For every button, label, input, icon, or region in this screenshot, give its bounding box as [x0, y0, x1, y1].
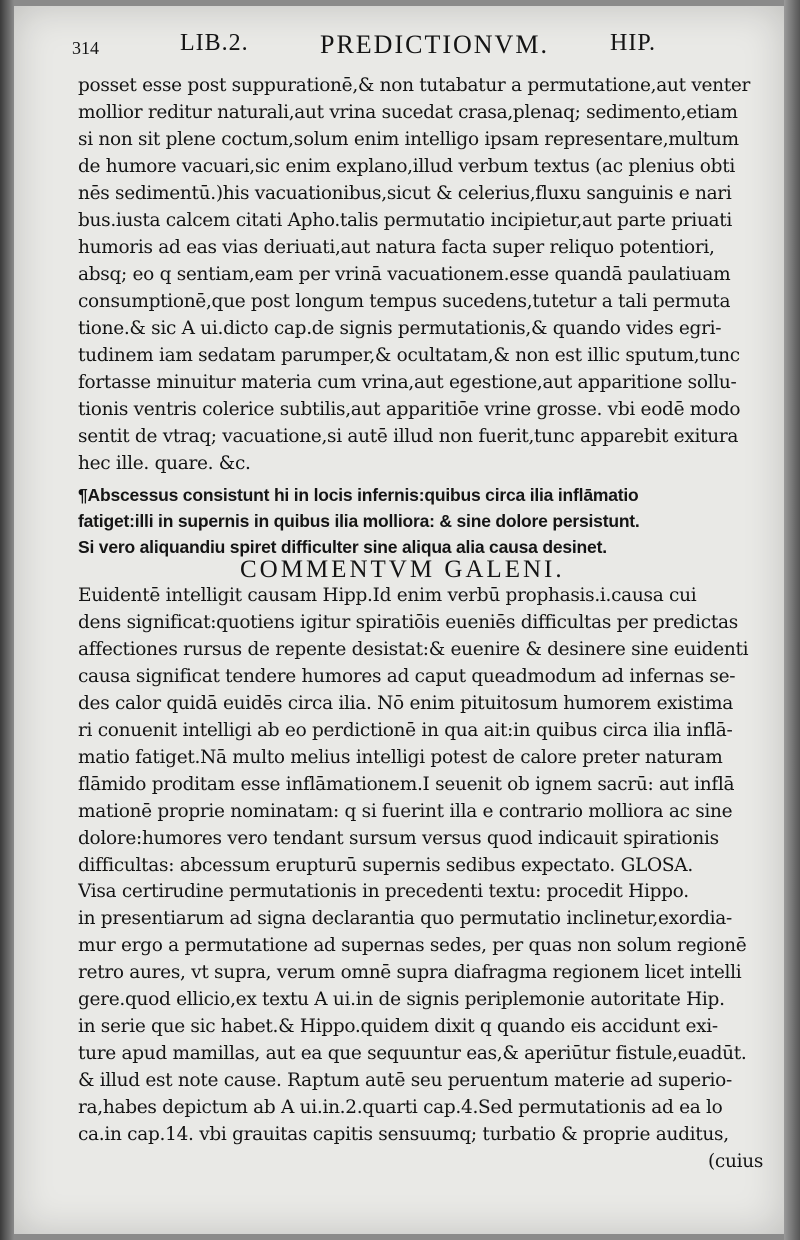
- text-line: des calor quidā euidēs circa ilia. Nō enim pituitosum humorem existima: [78, 693, 733, 714]
- aphorism-line: ¶Abscessus consistunt hi in locis infernis:quibus circa ilia inflāmatio: [78, 485, 639, 505]
- text-line: ra,habes depictum ab A ui.in.2.quarti cap.4.Sed permutationis ad ea lo: [78, 1097, 723, 1118]
- text-line: causa significat tendere humores ad caput queadmodum ad infernas se-: [78, 666, 736, 687]
- paragraph-continuation: [78, 72, 768, 477]
- text-line: flāmido proditam esse inflāmationem.I seuenit ob ignem sacrū: aut inflā: [78, 774, 735, 795]
- text-line: ri conuenit intelligi ab eo perdictionē in qua ait:in quibus circa ilia inflā-: [78, 720, 733, 741]
- text-line: mollior reditur naturali,aut vrina sucedat crasa,plenaq; sedimento,etiam: [78, 102, 738, 123]
- page-edge-shadow: [784, 0, 800, 1240]
- text-line: in presentiarum ad signa declarantia quo permutatio inclinetur,exordia-: [78, 908, 732, 929]
- catchword: (cuius: [708, 1151, 764, 1172]
- book-number: LIB.2.: [180, 30, 249, 56]
- book-gutter-shadow: [0, 0, 14, 1240]
- text-line: Euidentē intelligit causam Hipp.Id enim verbū prophasis.i.causa cui: [78, 585, 697, 606]
- commentary-heading: COMMENTVM GALENI.: [240, 556, 565, 583]
- author-abbrev: HIP.: [610, 30, 657, 56]
- aphorism-text: [78, 482, 768, 560]
- text-line: gere.quod ellicio,ex textu A ui.in de signis periplemonie autoritate Hip.: [78, 989, 725, 1010]
- text-line: difficultas: abcessum erupturū supernis sedibus expectato. GLOSA.: [78, 855, 693, 876]
- text-line: tudinem iam sedatam parumper,& ocultatam,& non est illic sputum,tunc: [78, 345, 740, 366]
- text-line: tione.& sic A ui.dicto cap.de signis permutationis,& quando vides egri-: [78, 318, 722, 339]
- text-line: hec ille. quare. &c.: [78, 453, 251, 474]
- text-line: bus.iusta calcem citati Apho.talis permutatio incipietur,aut parte priuati: [78, 210, 733, 231]
- text-line: retro aures, vt supra, verum omnē supra diafragma regionem licet intelli: [78, 962, 742, 983]
- text-line: posset esse post suppurationē,& non tutabatur a permutatione,aut venter: [78, 75, 751, 96]
- text-line: absq; eo q sentiam,eam per vrinā vacuationem.esse quandā paulatiuam: [78, 264, 731, 285]
- running-header: [72, 30, 772, 66]
- glosa-section: [78, 878, 768, 1175]
- text-line: & illud est note cause. Raptum autē seu peruentum materie ad superio-: [78, 1070, 732, 1091]
- text-line: ture apud mamillas, aut ea que sequuntur eas,& aperiūtur fistule,euadūt.: [78, 1043, 747, 1064]
- text-line: sentit de vtraq; vacuatione,si autē illud non fuerit,tunc apparebit exitura: [78, 426, 739, 447]
- aphorism-line: fatiget:illi in supernis in quibus ilia molliora: & sine dolore persistunt.: [78, 511, 640, 531]
- text-line: si non sit plene coctum,solum enim intelligo ipsam representare,multum: [78, 129, 739, 150]
- text-line: dens significat:quotiens igitur spiratiōis eueniēs difficultas per predictas: [78, 612, 738, 633]
- text-line: in serie que sic habet.& Hippo.quidem dixit q quando eis accidunt exi-: [78, 1016, 718, 1037]
- text-line: Visa certirudine permutationis in precedenti textu: procedit Hippo.: [78, 881, 689, 902]
- aphorism-line: Si vero aliquandiu spiret difficulter sine aliqua alia causa desinet.: [78, 537, 607, 557]
- galen-commentary: [78, 582, 768, 879]
- text-line: de humore vacuari,sic enim explano,illud verbum textus (ac plenius obti: [78, 156, 735, 177]
- page-number: 314: [72, 38, 99, 58]
- text-line: consumptionē,que post longum tempus sucedens,tutetur a tali permuta: [78, 291, 731, 312]
- text-line: tionis ventris colerice subtilis,aut apparitiōe vrine grosse. vbi eodē modo: [78, 399, 741, 420]
- text-line: humoris ad eas vias deriuati,aut natura facta super reliquo potentiori,: [78, 237, 715, 258]
- text-line: dolore:humores vero tendant sursum versus quod indicauit spirationis: [78, 828, 719, 849]
- text-line: fortasse minuitur materia cum vrina,aut egestione,aut apparitione sollu-: [78, 372, 737, 393]
- text-line: nēs sedimentū.)his vacuationibus,sicut & celerius,fluxu sanguinis e nari: [78, 183, 732, 204]
- text-line: ca.in cap.14. vbi grauitas capitis sensuumq; turbatio & proprie auditus,: [78, 1124, 729, 1145]
- running-title: PREDICTIONVM.: [320, 30, 549, 59]
- text-line: affectiones rursus de repente desistat:& euenire & desinere sine euidenti: [78, 639, 749, 660]
- text-line: mationē proprie nominatam: q si fuerint illa e contrario molliora ac sine: [78, 801, 733, 822]
- text-line: mur ergo a permutatione ad supernas sedes, per quas non solum regionē: [78, 935, 747, 956]
- text-line: matio fatiget.Nā multo melius intelligi potest de calore preter naturam: [78, 747, 723, 768]
